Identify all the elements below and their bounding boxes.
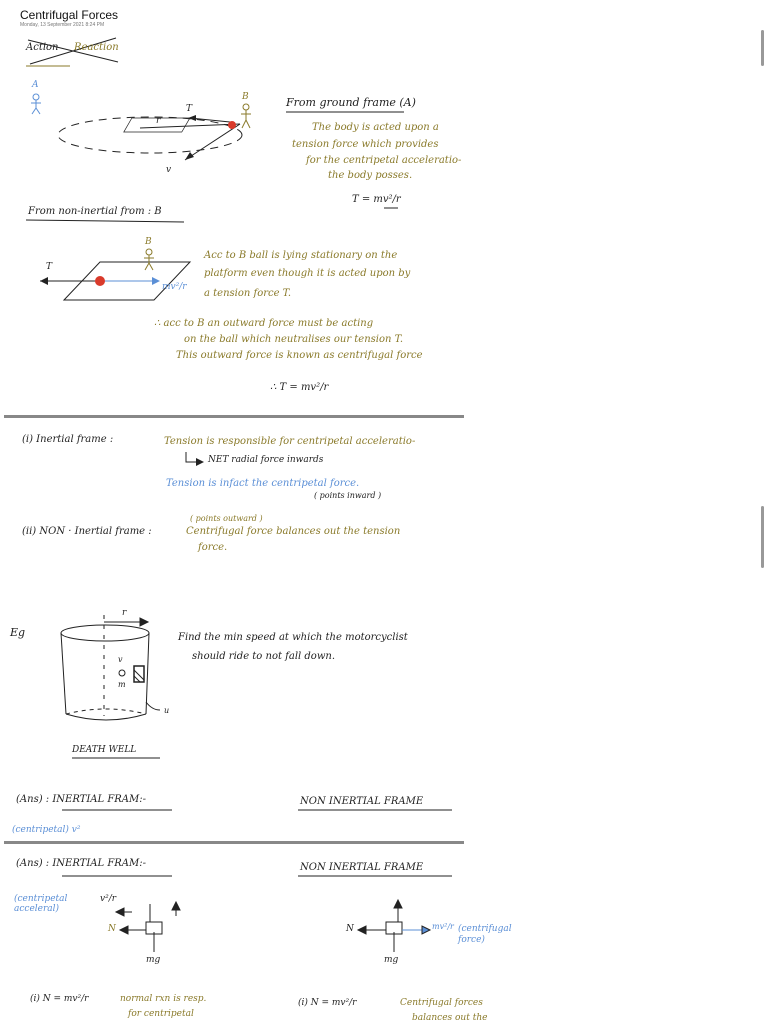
- cylinder-label-m: m: [118, 680, 126, 689]
- scrollbar-thumb-top[interactable]: [761, 30, 764, 66]
- person-b2-icon: [144, 249, 154, 270]
- death-well-label: DEATH WELL: [72, 745, 137, 755]
- person-a-icon: [31, 94, 41, 114]
- inertial-text: Tension is responsible for centripetal acceleratio-: [164, 436, 416, 447]
- mv2r-right: mv²/r: [432, 922, 454, 931]
- question-line-2: should ride to not fall down.: [192, 651, 336, 662]
- scrollbar-thumb-middle[interactable]: [761, 506, 764, 568]
- label-t: T: [186, 104, 193, 114]
- points-outward-text: ( points outward ): [190, 514, 263, 523]
- noninertial-text: Centrifugal force balances out the tension: [186, 526, 401, 537]
- ground-line-1: The body is acted upon a: [312, 122, 439, 133]
- equation-left-text: normal rxn is resp.: [120, 994, 207, 1004]
- v2r-label: v²/r: [100, 894, 117, 904]
- underline-noninertial: [26, 220, 184, 222]
- therefore-line-1: ∴ acc to B an outward force must be acting: [154, 318, 374, 329]
- ground-frame-heading: From ground frame (A): [286, 96, 416, 109]
- label-r: r: [156, 116, 161, 126]
- mg-right: mg: [384, 955, 399, 965]
- ground-line-3: for the centripetal acceleratio-: [306, 155, 462, 166]
- ans-label-2: (Ans) : INERTIAL FRAM:-: [16, 858, 147, 869]
- equation-right: (i) N = mv²/r: [298, 998, 357, 1008]
- tension-blue-text: Tension is infact the centripetal force.: [166, 478, 360, 489]
- velocity-arrow: [185, 124, 240, 160]
- noninertial-text-2: force.: [198, 542, 228, 553]
- non-inertial-frame-1: NON INERTIAL FRAME: [300, 796, 424, 807]
- label-v: v: [166, 165, 172, 175]
- equation-right-text-2: balances out the: [412, 1013, 488, 1023]
- page-date: Monday, 13 September 2021 8:24 PM: [20, 22, 105, 28]
- cylinder-label-u: u: [164, 706, 170, 715]
- ground-line-4: the body posses.: [328, 170, 413, 181]
- label-a: A: [32, 80, 39, 90]
- section-divider-1: [4, 415, 464, 418]
- death-well-cylinder: [61, 615, 160, 720]
- ball-red-1: [228, 121, 236, 129]
- points-inward-text: ( points inward ): [314, 491, 382, 500]
- ans-label-1: (Ans) : INERTIAL FRAM:-: [16, 794, 147, 805]
- normal-left: N: [108, 924, 116, 934]
- non-inertial-frame-2: NON INERTIAL FRAME: [300, 862, 424, 873]
- noninertial-heading: From non-inertial from : B: [28, 206, 162, 217]
- therefore-line-3: This outward force is known as centrifugal force: [176, 350, 423, 361]
- diagram2-label-t: T: [46, 262, 53, 272]
- diagram2-mv2r: mv²/r: [162, 282, 187, 292]
- accb-line-2: platform even though it is acted upon by: [204, 268, 411, 279]
- equation-left-text-2: for centripetal: [128, 1009, 194, 1019]
- centrifugal-force-label: (centrifugal force): [458, 924, 512, 945]
- equation-right-text: Centrifugal forces: [400, 998, 483, 1008]
- net-radial-text: NET radial force inwards: [208, 455, 324, 465]
- ground-line-2: tension force which provides: [292, 139, 439, 150]
- reaction-text: Reaction: [74, 42, 119, 53]
- question-line-1: Find the min speed at which the motorcyclist: [178, 632, 408, 643]
- noninertial-label: (ii) NON · Inertial frame :: [22, 526, 152, 537]
- diagram2-label-b: B: [145, 237, 152, 247]
- radius-line: [140, 124, 240, 128]
- label-b: B: [242, 92, 249, 102]
- circular-path-dashed: [58, 117, 242, 153]
- centripetal-partial: (centripetal) v²: [12, 825, 81, 835]
- inertial-label: (i) Inertial frame :: [22, 434, 114, 445]
- equation-t2: ∴ T = mv²/r: [270, 382, 329, 393]
- fbd-inertial: [116, 902, 180, 952]
- cylinder-label-r: r: [122, 608, 127, 618]
- normal-right: N: [346, 924, 354, 934]
- fbd-noninertial: [358, 900, 430, 952]
- ball-red-2: [95, 276, 105, 286]
- accb-line-1: Acc to B ball is lying stationary on the: [204, 250, 398, 261]
- equation-t: T = mv²/r: [352, 194, 401, 205]
- accb-line-3: a tension force T.: [204, 288, 292, 299]
- therefore-line-2: on the ball which neutralises our tension T.: [184, 334, 404, 345]
- eg-label: Eg: [10, 626, 26, 639]
- cylinder-label-v: v: [118, 655, 123, 664]
- mg-left: mg: [146, 955, 161, 965]
- equation-left: (i) N = mv²/r: [30, 994, 89, 1004]
- section-divider-2: [4, 841, 464, 844]
- person-b-icon: [241, 104, 251, 128]
- action-text: Action: [26, 42, 59, 53]
- page-title: Centrifugal Forces: [20, 8, 119, 22]
- centripetal-acceleral: (centripetal acceleral): [14, 894, 68, 914]
